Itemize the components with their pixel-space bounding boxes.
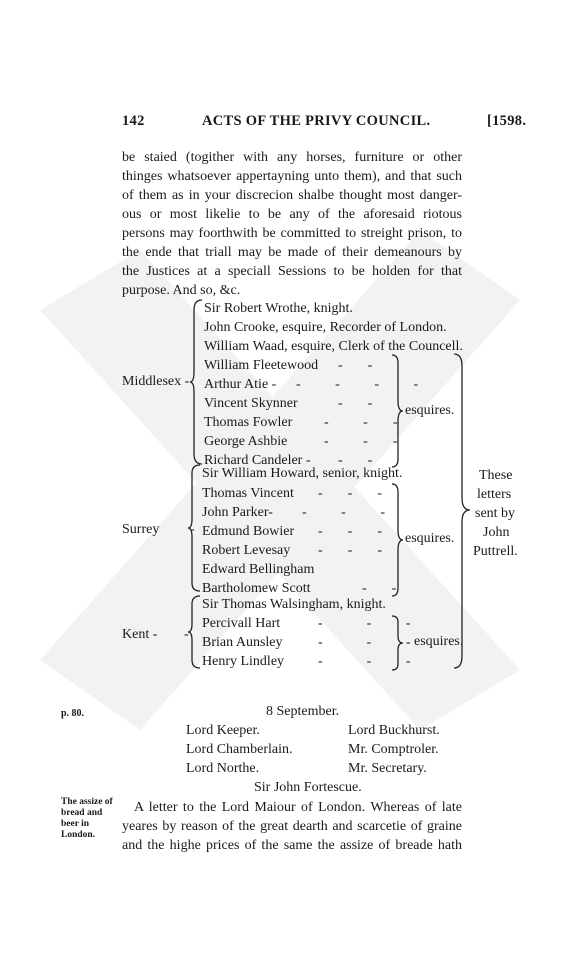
leader-dashes: - - - bbox=[318, 486, 388, 501]
surrey-esquires-label: esquires. bbox=[405, 531, 455, 546]
kent-esquire: Henry Lindley bbox=[202, 654, 285, 669]
surrey-esquires-brace bbox=[392, 482, 404, 598]
closing-line: A letter to the Lord Maiour of London. Whereas of late bbox=[134, 800, 462, 815]
margin-page-ref: p. 80. bbox=[61, 708, 85, 719]
kent-knight: Sir Thomas Walsingham, knight. bbox=[202, 597, 386, 612]
leader-dashes: - - - bbox=[302, 505, 391, 520]
middlesex-esquire: Arthur Atie - bbox=[204, 377, 277, 392]
kent-esquire: Percivall Hart bbox=[202, 616, 281, 631]
county-kent: Kent - bbox=[122, 627, 158, 642]
middlesex-esquire: William Fleetewood bbox=[204, 358, 319, 373]
paragraph-line: persons may foorthwith be committed to streight prison, to bbox=[122, 226, 462, 241]
surrey-esquire: John Parker- bbox=[202, 505, 273, 520]
letters-note: John bbox=[483, 525, 510, 540]
surrey-knight: Sir William Howard, senior, knight. bbox=[202, 466, 403, 481]
attendee: Lord Northe. bbox=[186, 761, 260, 776]
attendee: Mr. Comptroler. bbox=[348, 742, 439, 757]
running-title: ACTS OF THE PRIVY COUNCIL. bbox=[202, 113, 431, 129]
surrey-esquire: Robert Levesay bbox=[202, 543, 291, 558]
attendee: Mr. Secretary. bbox=[348, 761, 427, 776]
middlesex-esquire: Vincent Skynner bbox=[204, 396, 298, 411]
paragraph-line: the ende that triall may be made of their demeanours by bbox=[122, 245, 462, 260]
margin-note: beer in bbox=[61, 819, 90, 829]
surrey-esquire: Thomas Vincent bbox=[202, 486, 294, 501]
leader-dashes: - - bbox=[338, 453, 379, 468]
surrey-esquire: Edward Bellingham bbox=[202, 562, 315, 577]
middlesex-clerk: William Waad, esquire, Clerk of the Councell. bbox=[204, 339, 463, 354]
letters-note: These bbox=[479, 468, 513, 483]
letters-note: letters bbox=[477, 487, 512, 502]
kent-esquires-brace bbox=[392, 614, 404, 672]
paragraph-line: be staied (togither with any horses, furniture or other bbox=[122, 150, 462, 165]
margin-note: bread and bbox=[61, 808, 103, 818]
attendee: Sir John Fortescue. bbox=[254, 780, 362, 795]
middlesex-recorder: John Crooke, esquire, Recorder of London. bbox=[204, 320, 447, 335]
leader-dashes: - - bbox=[362, 581, 403, 596]
margin-note: The assize of bbox=[61, 797, 113, 807]
leader-dashes: - - - bbox=[318, 543, 388, 558]
middlesex-esquire: Richard Candeler - bbox=[204, 453, 311, 468]
page-number: 142 bbox=[122, 113, 145, 129]
middlesex-knight: Sir Robert Wrothe, knight. bbox=[204, 301, 353, 316]
leader-dashes: - - - bbox=[324, 434, 404, 449]
date-heading: 8 September. bbox=[266, 704, 340, 719]
leader-dashes: - - - bbox=[318, 635, 417, 650]
paragraph-line: thinges whatsoever appertayning unto them), and that such bbox=[122, 169, 462, 184]
surrey-esquire: Edmund Bowier bbox=[202, 524, 295, 539]
kent-esquire: Brian Aunsley bbox=[202, 635, 283, 650]
paragraph-line: ous or most likelie to be any of the aforesaid riotous bbox=[122, 207, 462, 222]
closing-line: yeares by reason of the great dearth and scarcetie of graine bbox=[122, 819, 462, 834]
leader-dashes: - - - - bbox=[296, 377, 425, 392]
margin-note: London. bbox=[61, 830, 96, 840]
middlesex-esquire: Thomas Fowler bbox=[204, 415, 293, 430]
leader-dashes: - - - bbox=[318, 654, 417, 669]
leader-dashes: - - - bbox=[318, 616, 417, 631]
surrey-esquire: Bartholomew Scott bbox=[202, 581, 311, 596]
letters-brace bbox=[454, 352, 472, 670]
leader-dashes: - - - bbox=[318, 524, 388, 539]
letters-note: Puttrell. bbox=[473, 544, 518, 559]
county-dash: - bbox=[190, 522, 195, 537]
closing-line: and the highe prices of the same the assize of breade hath bbox=[122, 838, 462, 853]
leader-dashes: - - bbox=[338, 358, 379, 373]
attendee: Lord Chamberlain. bbox=[186, 742, 293, 757]
year: [1598. bbox=[487, 113, 527, 129]
middlesex-esquires-label: esquires. bbox=[405, 403, 455, 418]
kent-esquires-label: esquires. bbox=[414, 634, 464, 649]
middlesex-esquire: George Ashbie bbox=[204, 434, 288, 449]
attendee: Lord Keeper. bbox=[186, 723, 260, 738]
surrey-brace bbox=[188, 463, 202, 593]
kent-brace bbox=[188, 594, 202, 670]
attendee: Lord Buckhurst. bbox=[348, 723, 440, 738]
middlesex-brace bbox=[190, 298, 204, 466]
county-dash: - bbox=[184, 627, 189, 642]
paragraph-line: purpose. And so, &c. bbox=[122, 283, 241, 298]
letters-note: sent by bbox=[475, 506, 516, 521]
county-middlesex: Middlesex - bbox=[122, 374, 190, 389]
paragraph-line: the Justices at a speciall Sessions to be holden for that bbox=[122, 264, 462, 279]
leader-dashes: - - bbox=[338, 396, 379, 411]
middlesex-esquires-brace bbox=[392, 353, 404, 469]
county-surrey: Surrey bbox=[122, 522, 160, 537]
paragraph-line: of them as in your discrecion shalbe thought most danger- bbox=[122, 188, 462, 203]
leader-dashes: - - - bbox=[324, 415, 404, 430]
